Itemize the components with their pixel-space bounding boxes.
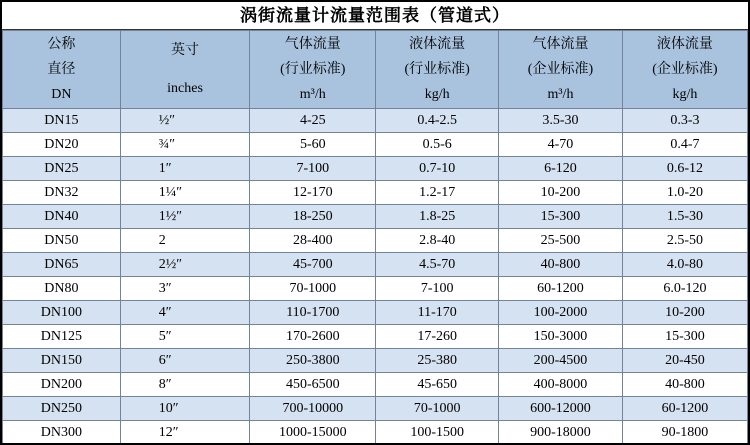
column-header-line: 英寸 xyxy=(171,42,200,58)
dn-cell: DN250 xyxy=(3,397,121,421)
inches-cell: ½″ xyxy=(120,109,250,133)
table-row xyxy=(3,205,748,229)
value-cell: 1.2-17 xyxy=(376,181,499,205)
table-row xyxy=(3,301,748,325)
inches-cell: 6″ xyxy=(120,349,250,373)
inches-cell: 2½″ xyxy=(120,253,250,277)
inches-cell: 1″ xyxy=(120,157,250,181)
column-header-line: 直径 xyxy=(47,62,76,77)
table-row xyxy=(3,181,748,205)
column-header-line: (企业标准) xyxy=(652,62,718,77)
column-header-line: m³/h xyxy=(299,87,326,102)
inches-cell: 8″ xyxy=(120,373,250,397)
value-cell: 150-3000 xyxy=(499,325,623,349)
value-cell: 11-170 xyxy=(376,301,499,325)
value-cell: 100-1500 xyxy=(376,421,499,445)
inches-cell: 5″ xyxy=(120,325,250,349)
table-row xyxy=(3,277,748,301)
value-cell: 70-1000 xyxy=(376,397,499,421)
inches-cell: 12″ xyxy=(120,421,250,445)
table-row xyxy=(3,133,748,157)
dn-cell: DN125 xyxy=(3,325,121,349)
column-header-1 xyxy=(120,31,250,109)
value-cell: 0.7-10 xyxy=(376,157,499,181)
column-header-line: 液体流量 xyxy=(656,37,713,52)
value-cell: 45-700 xyxy=(250,253,376,277)
inches-cell: 3″ xyxy=(120,277,250,301)
column-header-line: 公称 xyxy=(47,37,76,52)
value-cell: 900-18000 xyxy=(499,421,623,445)
value-cell: 6.0-120 xyxy=(622,277,747,301)
value-cell: 1000-15000 xyxy=(250,421,376,445)
value-cell: 7-100 xyxy=(376,277,499,301)
value-cell: 0.4-2.5 xyxy=(376,109,499,133)
value-cell: 450-6500 xyxy=(250,373,376,397)
dn-cell: DN150 xyxy=(3,349,121,373)
dn-cell: DN200 xyxy=(3,373,121,397)
value-cell: 7-100 xyxy=(250,157,376,181)
table-title: 涡街流量计流量范围表（管道式） xyxy=(2,2,748,30)
value-cell: 250-3800 xyxy=(250,349,376,373)
table-row xyxy=(3,373,748,397)
table-row xyxy=(3,349,748,373)
value-cell: 12-170 xyxy=(250,181,376,205)
value-cell: 20-450 xyxy=(622,349,747,373)
value-cell: 10-200 xyxy=(499,181,623,205)
value-cell: 15-300 xyxy=(622,325,747,349)
inches-cell: 1¼″ xyxy=(120,181,250,205)
column-header-0 xyxy=(3,31,121,109)
dn-cell: DN80 xyxy=(3,277,121,301)
value-cell: 1.5-30 xyxy=(622,205,747,229)
value-cell: 70-1000 xyxy=(250,277,376,301)
column-header-line: (行业标准) xyxy=(404,62,470,77)
column-header-4 xyxy=(499,31,623,109)
column-header-line: kg/h xyxy=(424,87,450,102)
value-cell: 18-250 xyxy=(250,205,376,229)
flow-range-grid xyxy=(2,30,748,445)
dn-cell: DN40 xyxy=(3,205,121,229)
table-row xyxy=(3,421,748,445)
value-cell: 60-1200 xyxy=(622,397,747,421)
value-cell: 28-400 xyxy=(250,229,376,253)
value-cell: 400-8000 xyxy=(499,373,623,397)
value-cell: 17-260 xyxy=(376,325,499,349)
column-header-line: m³/h xyxy=(547,87,574,102)
value-cell: 200-4500 xyxy=(499,349,623,373)
table-header xyxy=(3,31,748,109)
column-header-2 xyxy=(250,31,376,109)
value-cell: 15-300 xyxy=(499,205,623,229)
value-cell: 5-60 xyxy=(250,133,376,157)
inches-cell: 10″ xyxy=(120,397,250,421)
value-cell: 40-800 xyxy=(499,253,623,277)
column-header-3 xyxy=(376,31,499,109)
column-header-5 xyxy=(622,31,747,109)
value-cell: 4.0-80 xyxy=(622,253,747,277)
table-row xyxy=(3,109,748,133)
value-cell: 4.5-70 xyxy=(376,253,499,277)
value-cell: 0.4-7 xyxy=(622,133,747,157)
value-cell: 2.5-50 xyxy=(622,229,747,253)
value-cell: 170-2600 xyxy=(250,325,376,349)
table-row xyxy=(3,325,748,349)
dn-cell: DN300 xyxy=(3,421,121,445)
dn-cell: DN100 xyxy=(3,301,121,325)
column-header-line: 气体流量 xyxy=(284,37,341,52)
table-body xyxy=(3,109,748,445)
dn-cell: DN15 xyxy=(3,109,121,133)
value-cell: 4-25 xyxy=(250,109,376,133)
value-cell: 6-120 xyxy=(499,157,623,181)
value-cell: 10-200 xyxy=(622,301,747,325)
dn-cell: DN25 xyxy=(3,157,121,181)
value-cell: 100-2000 xyxy=(499,301,623,325)
table-row xyxy=(3,157,748,181)
value-cell: 0.5-6 xyxy=(376,133,499,157)
value-cell: 0.3-3 xyxy=(622,109,747,133)
column-header-line: 气体流量 xyxy=(532,37,589,52)
inches-cell: 1½″ xyxy=(120,205,250,229)
value-cell: 40-800 xyxy=(622,373,747,397)
inches-cell: ¾″ xyxy=(120,133,250,157)
value-cell: 2.8-40 xyxy=(376,229,499,253)
value-cell: 1.0-20 xyxy=(622,181,747,205)
value-cell: 3.5-30 xyxy=(499,109,623,133)
column-header-line: 液体流量 xyxy=(409,37,466,52)
column-header-line: kg/h xyxy=(672,87,698,102)
value-cell: 4-70 xyxy=(499,133,623,157)
value-cell: 25-500 xyxy=(499,229,623,253)
value-cell: 110-1700 xyxy=(250,301,376,325)
inches-cell: 4″ xyxy=(120,301,250,325)
inches-cell: 2 xyxy=(120,229,250,253)
value-cell: 0.6-12 xyxy=(622,157,747,181)
dn-cell: DN50 xyxy=(3,229,121,253)
value-cell: 700-10000 xyxy=(250,397,376,421)
value-cell: 25-380 xyxy=(376,349,499,373)
value-cell: 60-1200 xyxy=(499,277,623,301)
dn-cell: DN20 xyxy=(3,133,121,157)
column-header-line: DN xyxy=(51,87,72,102)
column-header-line: inches xyxy=(167,80,203,96)
value-cell: 45-650 xyxy=(376,373,499,397)
table-row xyxy=(3,253,748,277)
table-row xyxy=(3,229,748,253)
dn-cell: DN32 xyxy=(3,181,121,205)
table-row xyxy=(3,397,748,421)
value-cell: 90-1800 xyxy=(622,421,747,445)
dn-cell: DN65 xyxy=(3,253,121,277)
header-row xyxy=(3,31,748,109)
column-header-line: (企业标准) xyxy=(527,62,594,77)
value-cell: 1.8-25 xyxy=(376,205,499,229)
value-cell: 600-12000 xyxy=(499,397,623,421)
column-header-line: (行业标准) xyxy=(280,62,346,77)
